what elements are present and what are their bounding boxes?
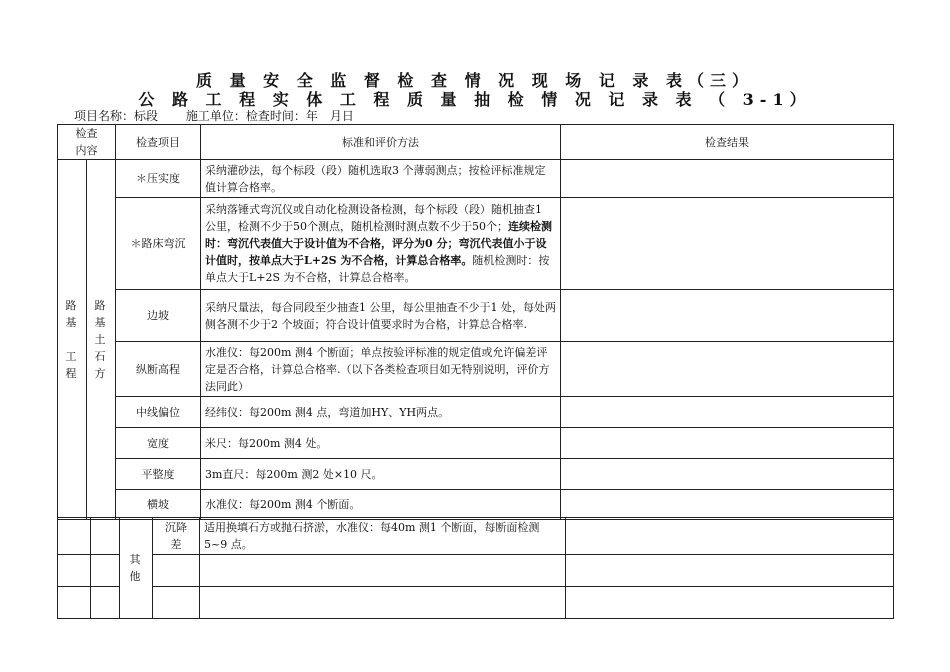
method-part-c: 随机检测时：按单点大于L+2S 为不合格，计算总合格率。 <box>205 254 550 284</box>
result-cell[interactable] <box>566 518 894 555</box>
blank-cell <box>91 518 120 555</box>
result-cell[interactable] <box>561 428 894 459</box>
form-title-main: 质 量 安 全 监 督 检 查 情 况 现 场 记 录 表（三） <box>196 71 754 90</box>
table-row <box>58 290 894 342</box>
group-roadbed-engineering: 路 基 工 程 <box>58 160 87 520</box>
method-text: 经纬仪：每200m 测4 点，弯道加HY、YH两点。 <box>201 397 561 428</box>
method-text: 适用换填石方或抛石挤淤，水准仪：每40m 测1 个断面，每断面检测5~9 点。 <box>200 518 566 555</box>
method-text <box>201 198 561 290</box>
table-row <box>58 397 894 428</box>
item-label: ＊压实度 <box>116 160 201 198</box>
item-label: 横坡 <box>116 490 201 520</box>
other-items-table <box>57 517 894 619</box>
blank-cell <box>58 518 91 555</box>
method-text: 米尺：每200m 测4 处。 <box>201 428 561 459</box>
result-cell[interactable] <box>561 459 894 490</box>
result-cell[interactable] <box>561 397 894 428</box>
result-cell[interactable] <box>561 490 894 520</box>
item-label: 纵断高程 <box>116 342 201 397</box>
result-cell[interactable] <box>561 160 894 198</box>
method-text: 采纳灌砂法，每个标段（段）随机选取3 个薄弱测点；按检评标准规定值计算合格率。 <box>201 160 561 198</box>
item-label: 宽度 <box>116 428 201 459</box>
table-row <box>58 459 894 490</box>
method-text: 采纳尺量法，每合同段至少抽查1 公里，每公里抽查不少于1 处，每处两侧各测不少于2 个坡面；符合设计值要求时为合格，计算总合格率. <box>201 290 561 342</box>
project-name-label: 项目名称：标段 <box>74 109 159 123</box>
group-earthwork: 路 基 土 石 方 <box>87 160 116 520</box>
method-text: 水准仪：每200m 测4 个断面。 <box>201 490 561 520</box>
group-other: 其 他 <box>120 518 153 619</box>
result-cell[interactable] <box>566 555 894 587</box>
blank-cell <box>58 555 91 587</box>
header-content: 检查 内容 <box>58 125 116 160</box>
table-row <box>58 428 894 459</box>
table-row <box>58 518 894 555</box>
result-cell[interactable] <box>561 290 894 342</box>
result-cell[interactable] <box>561 198 894 290</box>
table-row <box>58 490 894 520</box>
item-label: 边坡 <box>116 290 201 342</box>
form-meta <box>74 107 378 124</box>
blank-cell[interactable] <box>200 587 566 619</box>
form-title-sub: 公 路 工 程 实 体 工 程 质 量 抽 检 情 况 记 录 表 （ 3-1） <box>138 90 812 109</box>
item-label: 沉降 差 <box>153 518 200 555</box>
result-cell[interactable] <box>561 342 894 397</box>
method-part-b: 连续检测时：弯沉代表值大于设计值为不合格，评分为0 分；弯沉代表值小于设计值时，按单点大于L+2S 为不合格，计算总合格率。 <box>205 220 552 267</box>
method-text: 3m直尺：每200m 测2 处×10 尺。 <box>201 459 561 490</box>
blank-cell[interactable] <box>153 555 200 587</box>
blank-cell <box>58 587 91 619</box>
blank-cell <box>91 587 120 619</box>
inspection-table <box>57 124 894 520</box>
table-row <box>58 198 894 290</box>
header-item: 检查项目 <box>116 125 201 160</box>
table-row <box>58 555 894 587</box>
header-method: 标准和评价方法 <box>201 125 561 160</box>
item-label: 平整度 <box>116 459 201 490</box>
blank-cell <box>91 555 120 587</box>
method-text: 水准仪：每200m 测4 个断面；单点按验评标准的规定值或允许偏差评定是否合格，计算总合格率.（以下各类检查项目如无特别说明，评价方法同此） <box>201 342 561 397</box>
method-part-a: 采纳落锤式弯沉仪或自动化检测设备检测，每个标段（段）随机抽查1 公里，检测不少于50个测点，随机检测时测点数不少于50个； <box>205 203 542 233</box>
result-cell[interactable] <box>566 587 894 619</box>
table-row <box>58 160 894 198</box>
item-label: ＊路床弯沉 <box>116 198 201 290</box>
item-label: 中线偏位 <box>116 397 201 428</box>
table-row <box>58 342 894 397</box>
blank-cell[interactable] <box>153 587 200 619</box>
construction-unit-label: 施工单位：检查时间：年 月日 <box>185 109 354 123</box>
header-result: 检查结果 <box>561 125 894 160</box>
table-header-row <box>58 125 894 160</box>
table-row <box>58 587 894 619</box>
blank-cell[interactable] <box>200 555 566 587</box>
